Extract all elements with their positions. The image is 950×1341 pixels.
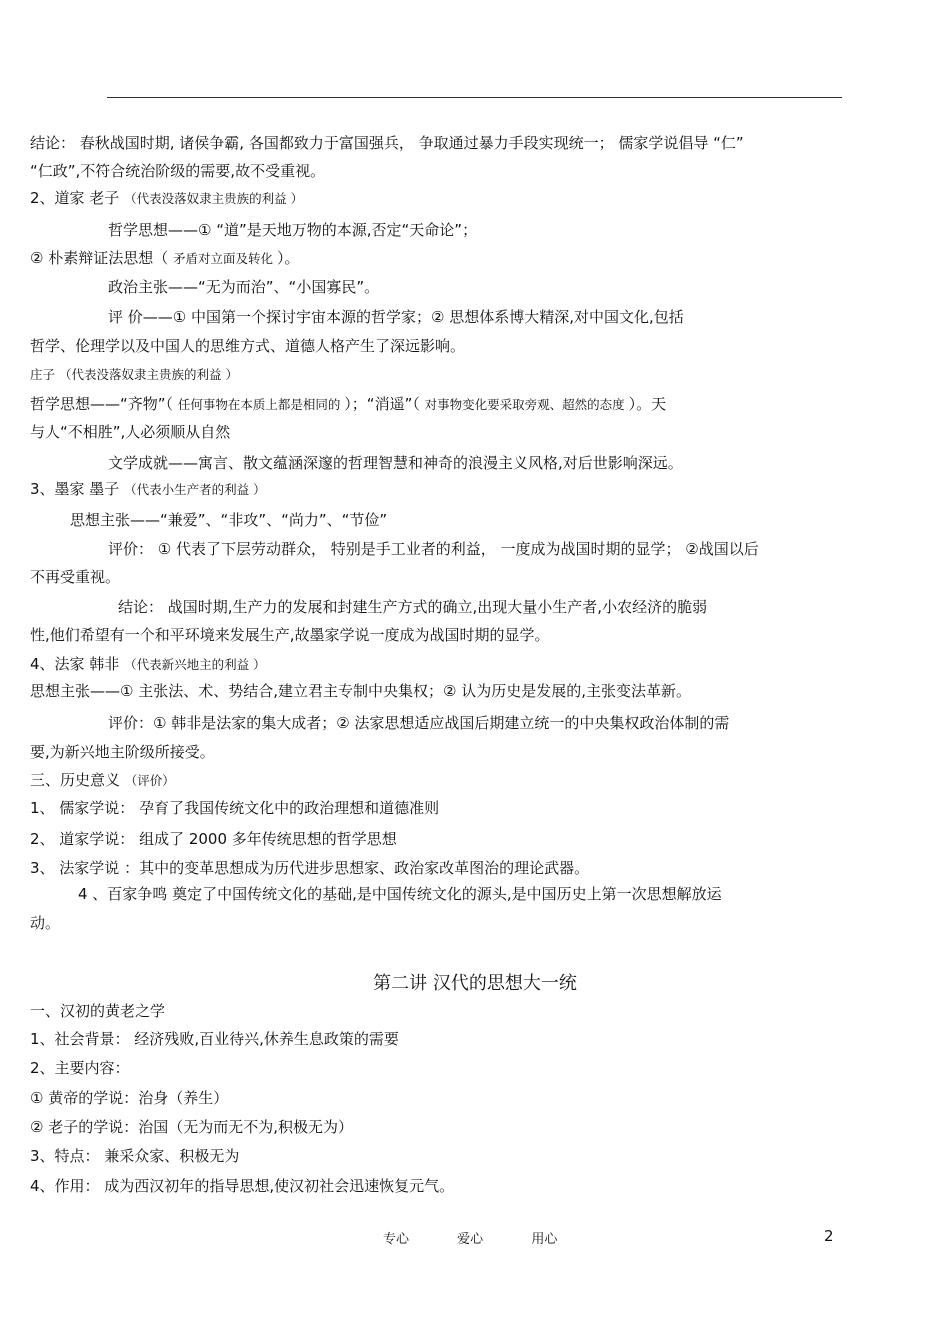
chapter-title: 第二讲 汉代的思想大一统 bbox=[373, 973, 577, 994]
text-line: 2、 道家学说： 组成了 2000 多年传统思想的哲学思想 bbox=[30, 830, 397, 848]
text-line: 1、 儒家学说： 孕育了我国传统文化中的政治理想和道德准则 bbox=[30, 799, 440, 817]
text-line: 4 、百家争鸣 奠定了中国传统文化的基础,是中国传统文化的源头,是中国历史上第一次思想解放运 bbox=[78, 885, 722, 903]
text-line: 4、作用： 成为西汉初年的指导思想,使汉初社会迅速恢复元气。 bbox=[30, 1177, 455, 1195]
text-line: 思想主张——① 主张法、术、势结合,建立君主专制中央集权；② 认为历史是发展的,主张变法革新。 bbox=[30, 682, 691, 700]
text-line: ② 朴素辩证法思想（ 矛盾对立面及转化 ）。 bbox=[30, 249, 300, 267]
text-line: 与人“不相胜”,人必须顺从自然 bbox=[30, 423, 231, 441]
text-line: 庄子 （代表没落奴隶主贵族的利益 ） bbox=[30, 367, 238, 382]
text-line: 政治主张——“无为而治”、“小国寡民”。 bbox=[108, 278, 380, 296]
text-line: ① 黄帝的学说：治身（养生） bbox=[30, 1089, 229, 1107]
text-line: 评 价——① 中国第一个探讨宇宙本源的哲学家；② 思想体系博大精深,对中国文化,包括 bbox=[108, 308, 684, 326]
text-line: 评价： ① 代表了下层劳动群众， 特别是手工业者的利益， 一度成为战国时期的显学； ②战国以后 bbox=[108, 540, 759, 558]
text-line: 结论： 战国时期,生产力的发展和封建生产方式的确立,出现大量小生产者,小农经济的脆弱 bbox=[118, 598, 708, 616]
section-heading: 3、墨家 墨子 （代表小生产者的利益 ） bbox=[30, 480, 266, 498]
text-line: 性,他们希望有一个和平环境来发展生产,故墨家学说一度成为战国时期的显学。 bbox=[30, 626, 550, 644]
section-heading: 三、历史意义 （评价） bbox=[30, 771, 175, 789]
text-line: 哲学思想——“齐物”（ 任何事物在本质上都是相同的 ）；“消遥”（ 对事物变化要采取旁观、超然的态度 ）。天 bbox=[30, 395, 667, 413]
text-line: ② 老子的学说：治国（无为而无不为,积极无为） bbox=[30, 1118, 353, 1136]
text-line: 哲学思想——① “道”是天地万物的本源,否定“天命论”； bbox=[108, 221, 478, 239]
text-line: 哲学、伦理学以及中国人的思维方式、道德人格产生了深远影响。 bbox=[30, 337, 466, 355]
section-heading: 2、道家 老子 （代表没落奴隶主贵族的利益 ） bbox=[30, 189, 304, 207]
section-heading: 4、法家 韩非 （代表新兴地主的利益 ） bbox=[30, 655, 266, 673]
text-line: 3、特点： 兼采众家、积极无为 bbox=[30, 1147, 240, 1165]
text-line: 动。 bbox=[30, 914, 61, 932]
section-heading: 一、汉初的黄老之学 bbox=[30, 1002, 166, 1020]
text-line: 结论： 春秋战国时期, 诸侯争霸, 各国都致力于富国强兵， 争取通过暴力手段实现统一； 儒家学说倡导 “仁” bbox=[30, 134, 744, 152]
text-line: 要,为新兴地主阶级所接受。 bbox=[30, 743, 215, 761]
text-line: 文学成就——寓言、散文蕴涵深邃的哲理智慧和神奇的浪漫主义风格,对后世影响深远。 bbox=[108, 454, 683, 472]
text-line: 不再受重视。 bbox=[30, 568, 121, 586]
footer-word: 用心 bbox=[531, 1232, 558, 1247]
text-line: 2、主要内容： bbox=[30, 1059, 130, 1077]
text-line: 评价：① 韩非是法家的集大成者；② 法家思想适应战国后期建立统一的中央集权政治体制的需 bbox=[108, 714, 730, 732]
text-line: “仁政”,不符合统治阶级的需要,故不受重视。 bbox=[30, 162, 326, 180]
text-line: 3、 法家学说 ：其中的变革思想成为历代进步思想家、政治家改革图治的理论武器。 bbox=[30, 859, 590, 877]
page-number: 2 bbox=[824, 1227, 834, 1245]
footer-word: 爱心 bbox=[457, 1232, 484, 1247]
page-footer bbox=[383, 1228, 579, 1247]
text-line: 1、社会背景： 经济残败,百业待兴,休养生息政策的需要 bbox=[30, 1030, 399, 1048]
header-rule bbox=[107, 97, 842, 98]
text-line: 思想主张——“兼爱”、“非攻”、“尚力”、“节俭” bbox=[70, 511, 388, 529]
footer-word: 专心 bbox=[383, 1232, 410, 1247]
